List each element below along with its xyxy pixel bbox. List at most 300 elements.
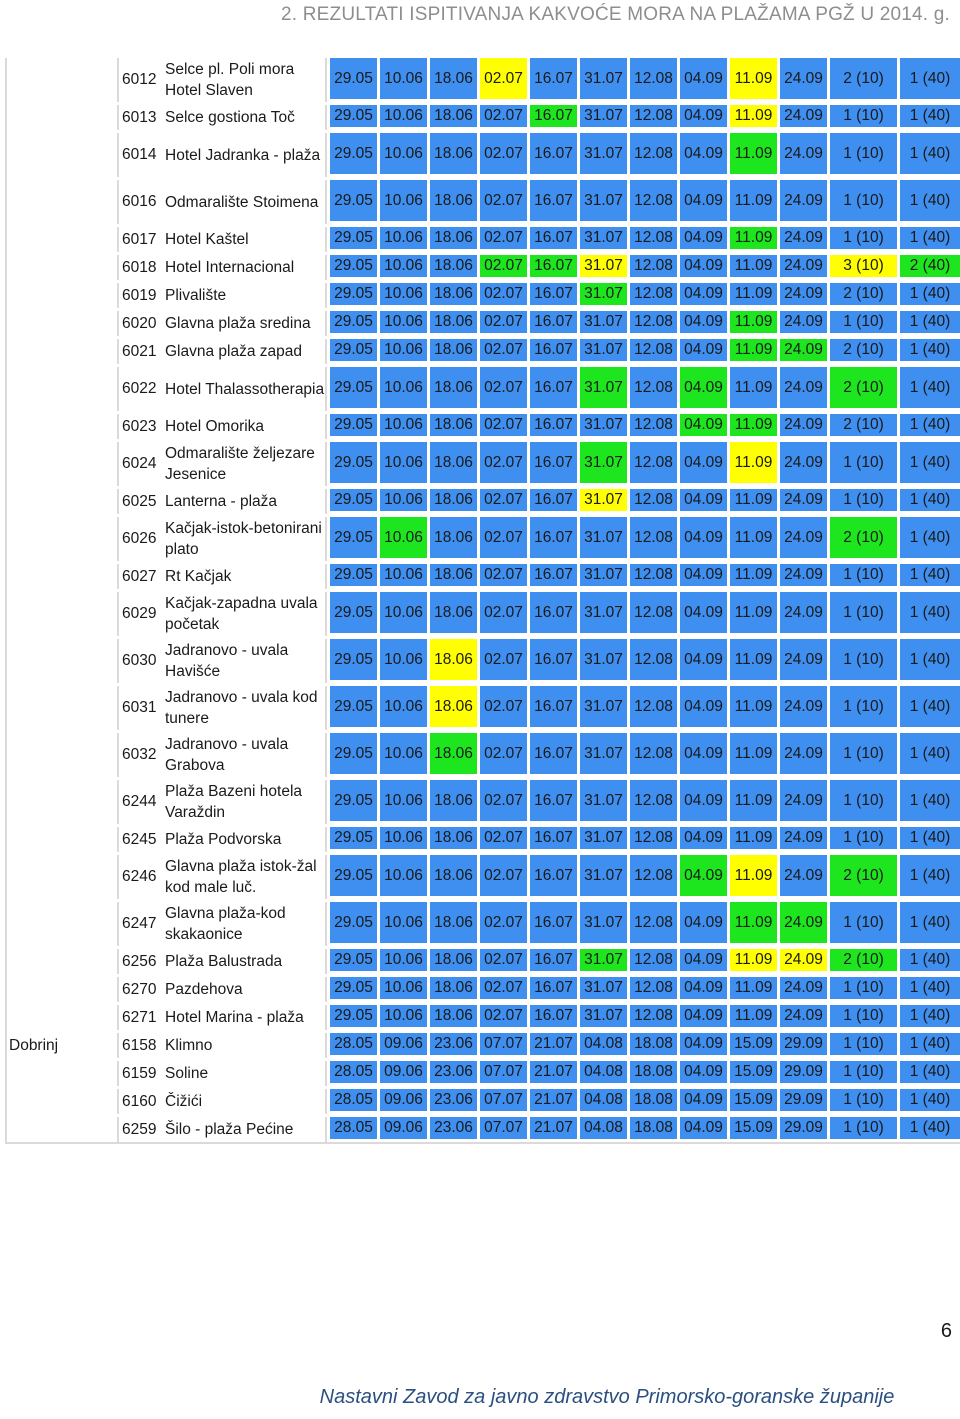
cell-sampling-date: 04.09: [677, 133, 727, 177]
cell-sampling-date: 11.09: [727, 133, 777, 177]
cell-station-name: Soline: [162, 1061, 327, 1086]
cell-station-name: Jadranovo - uvala kod tunere: [162, 686, 327, 730]
cell-station-name: Kačjak-istok-betonirani plato: [162, 517, 327, 561]
cell-count: 1 (40): [897, 733, 960, 777]
cell-sampling-date: 02.07: [477, 564, 527, 589]
cell-sampling-date: 12.08: [627, 283, 677, 308]
cell-count: 1 (40): [897, 339, 960, 364]
cell-sampling-date: 16.07: [527, 105, 577, 130]
cell-sampling-date: 02.07: [477, 855, 527, 899]
cell-sampling-date: 16.07: [527, 283, 577, 308]
cell-count: 3 (10): [827, 255, 897, 280]
cell-sampling-date: 10.06: [377, 827, 427, 852]
cell-sampling-date: 12.08: [627, 902, 677, 946]
cell-sampling-date: 29.05: [327, 686, 377, 730]
cell-sampling-date: 29.09: [777, 1033, 827, 1058]
cell-sampling-date: 04.09: [677, 1117, 727, 1142]
cell-sampling-date: 16.07: [527, 489, 577, 514]
cell-sampling-date: 10.06: [377, 1005, 427, 1030]
cell-count: 1 (40): [897, 1033, 960, 1058]
cell-sampling-date: 18.06: [427, 283, 477, 308]
cell-count: 1 (40): [897, 1061, 960, 1086]
cell-station-name: Odmaralište Stoimena: [162, 180, 327, 224]
cell-sampling-date: 18.08: [627, 1117, 677, 1142]
cell-station-name: Plaža Bazeni hotela Varaždin: [162, 780, 327, 824]
cell-sampling-date: 04.08: [577, 1033, 627, 1058]
cell-sampling-date: 18.08: [627, 1061, 677, 1086]
cell-sampling-date: 04.09: [677, 902, 727, 946]
cell-sampling-date: 29.05: [327, 592, 377, 636]
cell-sampling-date: 24.09: [777, 414, 827, 439]
cell-sampling-date: 18.06: [427, 855, 477, 899]
cell-station-name: Glavna plaža zapad: [162, 339, 327, 364]
table-row: [7, 58, 960, 102]
cell-sampling-date: 07.07: [477, 1061, 527, 1086]
cell-city: [7, 339, 117, 364]
cell-sampling-date: 24.09: [777, 639, 827, 683]
cell-sampling-date: 11.09: [727, 255, 777, 280]
cell-sampling-date: 24.09: [777, 133, 827, 177]
cell-count: 1 (10): [827, 639, 897, 683]
cell-station-code: 6031: [117, 686, 162, 730]
cell-sampling-date: 10.06: [377, 639, 427, 683]
cell-sampling-date: 29.05: [327, 105, 377, 130]
table-row: [7, 639, 960, 683]
cell-station-name: Hotel Jadranka - plaža: [162, 133, 327, 177]
cell-sampling-date: 09.06: [377, 1089, 427, 1114]
cell-sampling-date: 31.07: [577, 855, 627, 899]
cell-city: [7, 564, 117, 589]
cell-sampling-date: 04.09: [677, 367, 727, 411]
cell-sampling-date: 29.05: [327, 733, 377, 777]
table-row: [7, 517, 960, 561]
cell-sampling-date: 28.05: [327, 1089, 377, 1114]
cell-sampling-date: 12.08: [627, 564, 677, 589]
cell-count: 1 (40): [897, 592, 960, 636]
cell-station-code: 6018: [117, 255, 162, 280]
cell-city: [7, 949, 117, 974]
cell-sampling-date: 18.06: [427, 827, 477, 852]
cell-count: 1 (10): [827, 733, 897, 777]
cell-sampling-date: 29.05: [327, 414, 377, 439]
cell-count: 1 (10): [827, 977, 897, 1002]
cell-sampling-date: 11.09: [727, 733, 777, 777]
cell-station-code: 6259: [117, 1117, 162, 1142]
cell-sampling-date: 28.05: [327, 1117, 377, 1142]
cell-sampling-date: 18.06: [427, 564, 477, 589]
cell-sampling-date: 31.07: [577, 592, 627, 636]
cell-sampling-date: 18.06: [427, 592, 477, 636]
cell-sampling-date: 02.07: [477, 255, 527, 280]
cell-city: [7, 639, 117, 683]
cell-sampling-date: 02.07: [477, 367, 527, 411]
cell-station-name: Hotel Marina - plaža: [162, 1005, 327, 1030]
cell-sampling-date: 29.05: [327, 367, 377, 411]
cell-sampling-date: 15.09: [727, 1117, 777, 1142]
cell-sampling-date: 29.05: [327, 902, 377, 946]
cell-sampling-date: 18.06: [427, 414, 477, 439]
cell-count: 1 (10): [827, 827, 897, 852]
cell-sampling-date: 11.09: [727, 949, 777, 974]
cell-count: 1 (40): [897, 227, 960, 252]
cell-city: [7, 367, 117, 411]
cell-sampling-date: 29.05: [327, 255, 377, 280]
cell-sampling-date: 18.06: [427, 58, 477, 102]
table-row: [7, 180, 960, 224]
cell-sampling-date: 11.09: [727, 105, 777, 130]
cell-count: 1 (10): [827, 686, 897, 730]
cell-sampling-date: 11.09: [727, 517, 777, 561]
cell-station-code: 6024: [117, 442, 162, 486]
cell-sampling-date: 18.06: [427, 780, 477, 824]
table-row: [7, 489, 960, 514]
cell-sampling-date: 31.07: [577, 733, 627, 777]
cell-station-code: 6032: [117, 733, 162, 777]
cell-sampling-date: 15.09: [727, 1061, 777, 1086]
cell-sampling-date: 11.09: [727, 780, 777, 824]
cell-sampling-date: 31.07: [577, 564, 627, 589]
cell-sampling-date: 29.05: [327, 977, 377, 1002]
cell-station-name: Jadranovo - uvala Grabova: [162, 733, 327, 777]
cell-sampling-date: 31.07: [577, 902, 627, 946]
cell-sampling-date: 31.07: [577, 255, 627, 280]
cell-sampling-date: 16.07: [527, 442, 577, 486]
cell-city: [7, 489, 117, 514]
cell-sampling-date: 18.06: [427, 517, 477, 561]
cell-sampling-date: 31.07: [577, 58, 627, 102]
cell-sampling-date: 31.07: [577, 339, 627, 364]
cell-sampling-date: 16.07: [527, 686, 577, 730]
cell-sampling-date: 16.07: [527, 414, 577, 439]
cell-count: 2 (10): [827, 855, 897, 899]
cell-sampling-date: 18.06: [427, 902, 477, 946]
cell-sampling-date: 31.07: [577, 827, 627, 852]
cell-city: [7, 517, 117, 561]
cell-sampling-date: 10.06: [377, 133, 427, 177]
cell-station-name: Glavna plaža sredina: [162, 311, 327, 336]
cell-count: 1 (40): [897, 1005, 960, 1030]
cell-sampling-date: 04.09: [677, 977, 727, 1002]
cell-sampling-date: 11.09: [727, 283, 777, 308]
cell-sampling-date: 04.09: [677, 949, 727, 974]
cell-sampling-date: 02.07: [477, 1005, 527, 1030]
cell-sampling-date: 04.09: [677, 442, 727, 486]
cell-sampling-date: 24.09: [777, 105, 827, 130]
cell-city: [7, 977, 117, 1002]
cell-sampling-date: 04.09: [677, 592, 727, 636]
cell-sampling-date: 12.08: [627, 58, 677, 102]
cell-station-name: Pazdehova: [162, 977, 327, 1002]
cell-city: [7, 133, 117, 177]
cell-sampling-date: 02.07: [477, 686, 527, 730]
cell-sampling-date: 11.09: [727, 592, 777, 636]
cell-count: 1 (40): [897, 105, 960, 130]
cell-sampling-date: 16.07: [527, 949, 577, 974]
cell-sampling-date: 16.07: [527, 977, 577, 1002]
cell-sampling-date: 02.07: [477, 133, 527, 177]
cell-sampling-date: 15.09: [727, 1033, 777, 1058]
cell-station-name: Glavna plaža istok-žal kod male luč.: [162, 855, 327, 899]
cell-station-code: 6026: [117, 517, 162, 561]
cell-station-code: 6160: [117, 1089, 162, 1114]
table-row: [7, 977, 960, 1002]
table-row: [7, 227, 960, 252]
cell-sampling-date: 10.06: [377, 105, 427, 130]
cell-city: [7, 780, 117, 824]
cell-station-code: 6158: [117, 1033, 162, 1058]
cell-city: [7, 227, 117, 252]
cell-sampling-date: 16.07: [527, 311, 577, 336]
cell-sampling-date: 04.09: [677, 639, 727, 683]
cell-sampling-date: 21.07: [527, 1089, 577, 1114]
cell-sampling-date: 04.09: [677, 686, 727, 730]
cell-sampling-date: 24.09: [777, 58, 827, 102]
table-row: [7, 1061, 960, 1086]
cell-sampling-date: 10.06: [377, 977, 427, 1002]
cell-station-name: Jadranovo - uvala Havišće: [162, 639, 327, 683]
cell-sampling-date: 29.05: [327, 639, 377, 683]
cell-sampling-date: 10.06: [377, 517, 427, 561]
cell-station-code: 6030: [117, 639, 162, 683]
cell-city: [7, 283, 117, 308]
table-row: [7, 105, 960, 130]
cell-sampling-date: 04.09: [677, 1061, 727, 1086]
cell-sampling-date: 04.09: [677, 733, 727, 777]
cell-sampling-date: 24.09: [777, 517, 827, 561]
cell-sampling-date: 11.09: [727, 180, 777, 224]
cell-station-code: 6019: [117, 283, 162, 308]
cell-sampling-date: 04.09: [677, 339, 727, 364]
cell-sampling-date: 21.07: [527, 1117, 577, 1142]
cell-city: [7, 180, 117, 224]
cell-sampling-date: 04.08: [577, 1061, 627, 1086]
cell-sampling-date: 29.05: [327, 489, 377, 514]
cell-sampling-date: 11.09: [727, 227, 777, 252]
cell-count: 1 (10): [827, 180, 897, 224]
cell-count: 1 (10): [827, 902, 897, 946]
cell-sampling-date: 29.05: [327, 227, 377, 252]
cell-sampling-date: 24.09: [777, 780, 827, 824]
cell-sampling-date: 12.08: [627, 949, 677, 974]
cell-sampling-date: 18.06: [427, 105, 477, 130]
cell-sampling-date: 12.08: [627, 339, 677, 364]
cell-city: [7, 855, 117, 899]
cell-sampling-date: 11.09: [727, 564, 777, 589]
cell-sampling-date: 23.06: [427, 1033, 477, 1058]
cell-sampling-date: 31.07: [577, 442, 627, 486]
cell-station-code: 6017: [117, 227, 162, 252]
cell-city: [7, 1061, 117, 1086]
cell-sampling-date: 24.09: [777, 686, 827, 730]
cell-sampling-date: 29.09: [777, 1061, 827, 1086]
cell-station-name: Plaža Podvorska: [162, 827, 327, 852]
cell-station-name: Hotel Internacional: [162, 255, 327, 280]
cell-city: [7, 827, 117, 852]
cell-count: 1 (40): [897, 686, 960, 730]
cell-station-name: Čižići: [162, 1089, 327, 1114]
cell-count: 2 (40): [897, 255, 960, 280]
cell-sampling-date: 15.09: [727, 1089, 777, 1114]
cell-sampling-date: 29.05: [327, 564, 377, 589]
cell-station-code: 6020: [117, 311, 162, 336]
cell-station-code: 6256: [117, 949, 162, 974]
cell-sampling-date: 31.07: [577, 949, 627, 974]
cell-sampling-date: 29.05: [327, 517, 377, 561]
cell-sampling-date: 29.05: [327, 827, 377, 852]
cell-city: [7, 255, 117, 280]
results-table: [5, 58, 960, 1144]
cell-sampling-date: 16.07: [527, 855, 577, 899]
cell-sampling-date: 24.09: [777, 733, 827, 777]
cell-station-code: 6244: [117, 780, 162, 824]
cell-city: [7, 311, 117, 336]
cell-sampling-date: 04.09: [677, 255, 727, 280]
cell-sampling-date: 02.07: [477, 827, 527, 852]
cell-count: 1 (40): [897, 133, 960, 177]
cell-station-name: Lanterna - plaža: [162, 489, 327, 514]
page-header-title: 2. REZULTATI ISPITIVANJA KAKVOĆE MORA NA PLAŽAMA PGŽ U 2014. g.: [281, 4, 950, 25]
cell-station-name: Rt Kačjak: [162, 564, 327, 589]
cell-count: 1 (40): [897, 1117, 960, 1142]
cell-sampling-date: 04.09: [677, 1033, 727, 1058]
cell-sampling-date: 04.09: [677, 564, 727, 589]
cell-sampling-date: 18.06: [427, 442, 477, 486]
cell-sampling-date: 10.06: [377, 414, 427, 439]
cell-count: 1 (10): [827, 227, 897, 252]
cell-sampling-date: 02.07: [477, 283, 527, 308]
cell-sampling-date: 29.05: [327, 180, 377, 224]
cell-station-code: 6245: [117, 827, 162, 852]
cell-sampling-date: 18.06: [427, 1005, 477, 1030]
cell-sampling-date: 24.09: [777, 827, 827, 852]
cell-sampling-date: 29.05: [327, 283, 377, 308]
cell-sampling-date: 02.07: [477, 977, 527, 1002]
cell-sampling-date: 18.06: [427, 311, 477, 336]
cell-sampling-date: 18.06: [427, 339, 477, 364]
cell-count: 1 (40): [897, 780, 960, 824]
cell-sampling-date: 12.08: [627, 105, 677, 130]
cell-sampling-date: 11.09: [727, 855, 777, 899]
cell-sampling-date: 31.07: [577, 639, 627, 683]
cell-count: 1 (10): [827, 1033, 897, 1058]
cell-sampling-date: 12.08: [627, 133, 677, 177]
table-row: [7, 1005, 960, 1030]
table-row: [7, 255, 960, 280]
cell-sampling-date: 10.06: [377, 564, 427, 589]
cell-count: 1 (40): [897, 517, 960, 561]
cell-sampling-date: 18.08: [627, 1033, 677, 1058]
cell-sampling-date: 12.08: [627, 311, 677, 336]
cell-sampling-date: 16.07: [527, 58, 577, 102]
cell-sampling-date: 29.05: [327, 58, 377, 102]
table-row: [7, 414, 960, 439]
table-row: [7, 133, 960, 177]
cell-count: 1 (40): [897, 414, 960, 439]
cell-station-code: 6247: [117, 902, 162, 946]
cell-sampling-date: 10.06: [377, 733, 427, 777]
cell-sampling-date: 16.07: [527, 255, 577, 280]
cell-station-name: Klimno: [162, 1033, 327, 1058]
cell-sampling-date: 29.05: [327, 442, 377, 486]
cell-sampling-date: 16.07: [527, 517, 577, 561]
cell-sampling-date: 12.08: [627, 367, 677, 411]
cell-sampling-date: 04.09: [677, 58, 727, 102]
cell-sampling-date: 18.06: [427, 367, 477, 411]
cell-count: 1 (40): [897, 564, 960, 589]
table-row: [7, 827, 960, 852]
cell-count: 2 (10): [827, 283, 897, 308]
cell-sampling-date: 31.07: [577, 367, 627, 411]
cell-city: [7, 1005, 117, 1030]
cell-sampling-date: 04.08: [577, 1117, 627, 1142]
cell-sampling-date: 12.08: [627, 517, 677, 561]
cell-sampling-date: 31.07: [577, 517, 627, 561]
cell-sampling-date: 24.09: [777, 564, 827, 589]
cell-sampling-date: 02.07: [477, 414, 527, 439]
cell-sampling-date: 21.07: [527, 1033, 577, 1058]
cell-sampling-date: 02.07: [477, 339, 527, 364]
cell-sampling-date: 24.09: [777, 255, 827, 280]
cell-sampling-date: 09.06: [377, 1117, 427, 1142]
cell-sampling-date: 31.07: [577, 180, 627, 224]
cell-station-code: 6014: [117, 133, 162, 177]
cell-sampling-date: 11.09: [727, 977, 777, 1002]
table-row: [7, 1117, 960, 1142]
cell-sampling-date: 12.08: [627, 827, 677, 852]
cell-sampling-date: 24.09: [777, 489, 827, 514]
cell-sampling-date: 16.07: [527, 133, 577, 177]
cell-sampling-date: 02.07: [477, 442, 527, 486]
cell-sampling-date: 29.09: [777, 1117, 827, 1142]
cell-sampling-date: 10.06: [377, 339, 427, 364]
table-row: [7, 686, 960, 730]
cell-sampling-date: 29.05: [327, 1005, 377, 1030]
cell-sampling-date: 12.08: [627, 414, 677, 439]
cell-count: 1 (40): [897, 977, 960, 1002]
cell-station-name: Selce pl. Poli mora Hotel Slaven: [162, 58, 327, 102]
cell-station-name: Kačjak-zapadna uvala početak: [162, 592, 327, 636]
table-row: [7, 733, 960, 777]
cell-sampling-date: 24.09: [777, 339, 827, 364]
cell-sampling-date: 10.06: [377, 949, 427, 974]
cell-count: 2 (10): [827, 517, 897, 561]
cell-sampling-date: 16.07: [527, 827, 577, 852]
cell-station-code: 6029: [117, 592, 162, 636]
cell-sampling-date: 11.09: [727, 489, 777, 514]
cell-sampling-date: 10.06: [377, 180, 427, 224]
cell-sampling-date: 31.07: [577, 489, 627, 514]
cell-sampling-date: 10.06: [377, 58, 427, 102]
cell-sampling-date: 16.07: [527, 592, 577, 636]
cell-sampling-date: 18.06: [427, 949, 477, 974]
cell-sampling-date: 02.07: [477, 517, 527, 561]
cell-sampling-date: 12.08: [627, 1005, 677, 1030]
table-row: [7, 1033, 960, 1058]
cell-sampling-date: 10.06: [377, 227, 427, 252]
table-row: [7, 564, 960, 589]
cell-count: 1 (10): [827, 592, 897, 636]
cell-sampling-date: 29.05: [327, 855, 377, 899]
table-row: [7, 311, 960, 336]
cell-count: 1 (10): [827, 1089, 897, 1114]
cell-station-code: 6027: [117, 564, 162, 589]
cell-count: 1 (40): [897, 639, 960, 683]
cell-count: 1 (10): [827, 105, 897, 130]
cell-sampling-date: 12.08: [627, 227, 677, 252]
cell-sampling-date: 11.09: [727, 686, 777, 730]
table-row: [7, 780, 960, 824]
cell-sampling-date: 11.09: [727, 414, 777, 439]
